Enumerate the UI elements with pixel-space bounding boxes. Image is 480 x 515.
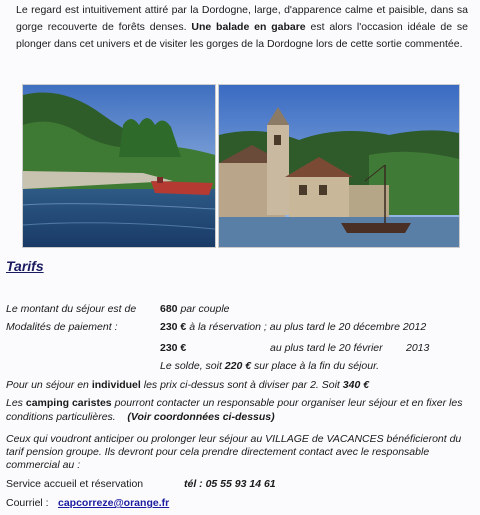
camping-line-1: [6, 397, 462, 409]
section-title-tarifs: Tarifs: [6, 258, 44, 274]
paiement-row2-text: au plus tard le 20 février: [270, 342, 383, 354]
courriel-label: Courriel :: [6, 497, 49, 509]
paiement-row1-text: à la réservation ; au plus tard le 20 décembre 2012: [189, 321, 427, 333]
camping-pre: Les: [6, 397, 23, 409]
individuel-mid: les prix ci-dessus sont à diviser par 2. Soit: [143, 379, 340, 391]
solde-post: sur place à la fin du séjour.: [254, 360, 380, 372]
camping-bold: camping caristes: [25, 397, 112, 409]
river-gabare-image: [23, 85, 215, 247]
paiement-solde: [160, 360, 379, 372]
contact-tel: tél : 05 55 93 14 61: [184, 478, 276, 490]
paiement-row-1: [160, 321, 426, 333]
individuel-pre: Pour un séjour en: [6, 379, 89, 391]
photo-village-church: [218, 84, 460, 248]
courriel-email-link[interactable]: capcorreze@orange.fr: [58, 497, 170, 509]
photo-river-gabare: [22, 84, 216, 248]
sejour-amount-row: [160, 303, 230, 315]
individuel-amount: 340 €: [342, 379, 370, 391]
solde-pre: Le solde, soit: [160, 360, 222, 372]
village-line-2: tarif pension groupe. Ils devront pour cela prendre directement contact avec le responsable: [6, 446, 430, 458]
village-church-image: [219, 85, 459, 247]
camping-note: (Voir coordonnées ci-dessus): [127, 411, 275, 423]
paiement-row2-year: 2013: [406, 342, 430, 354]
sejour-unit: par couple: [180, 303, 230, 315]
individuel-line: [6, 379, 369, 391]
intro-paragraph: [16, 2, 468, 53]
camping-line-2: [6, 411, 275, 423]
paiement-row2-amount: 230 €: [160, 342, 187, 354]
village-line-3: commercial au :: [6, 459, 81, 471]
paiement-label: Modalités de paiement :: [6, 321, 118, 333]
sejour-label: Le montant du séjour est de: [6, 303, 137, 315]
paiement-row1-amount: 230 €: [160, 321, 187, 333]
sejour-amount: 680: [160, 303, 178, 315]
intro-text-2: est alors l'occasion idéale de se plonger dans cet univers et de visiter les gorges de la Dordogne lors de cette sortie commentée.: [16, 21, 469, 50]
intro-bold: Une balade en gabare: [191, 21, 306, 33]
solde-amount: 220 €: [224, 360, 252, 372]
camping-text-2: conditions particulières.: [6, 411, 116, 423]
intro-text-1: Le regard est intuitivement attiré par la Dordogne, large, d'apparence calme et paisible, dans sa gorge recouverte de forêts denses.: [16, 4, 468, 33]
individuel-bold: individuel: [91, 379, 141, 391]
village-line-1: Ceux qui voudront anticiper ou prolonger leur séjour au VILLAGE de VACANCES bénéficieront du: [6, 433, 462, 445]
contact-label: Service accueil et réservation: [6, 478, 144, 490]
camping-text-1: pourront contacter un responsable pour organiser leur séjour et en fixer les: [114, 397, 463, 409]
